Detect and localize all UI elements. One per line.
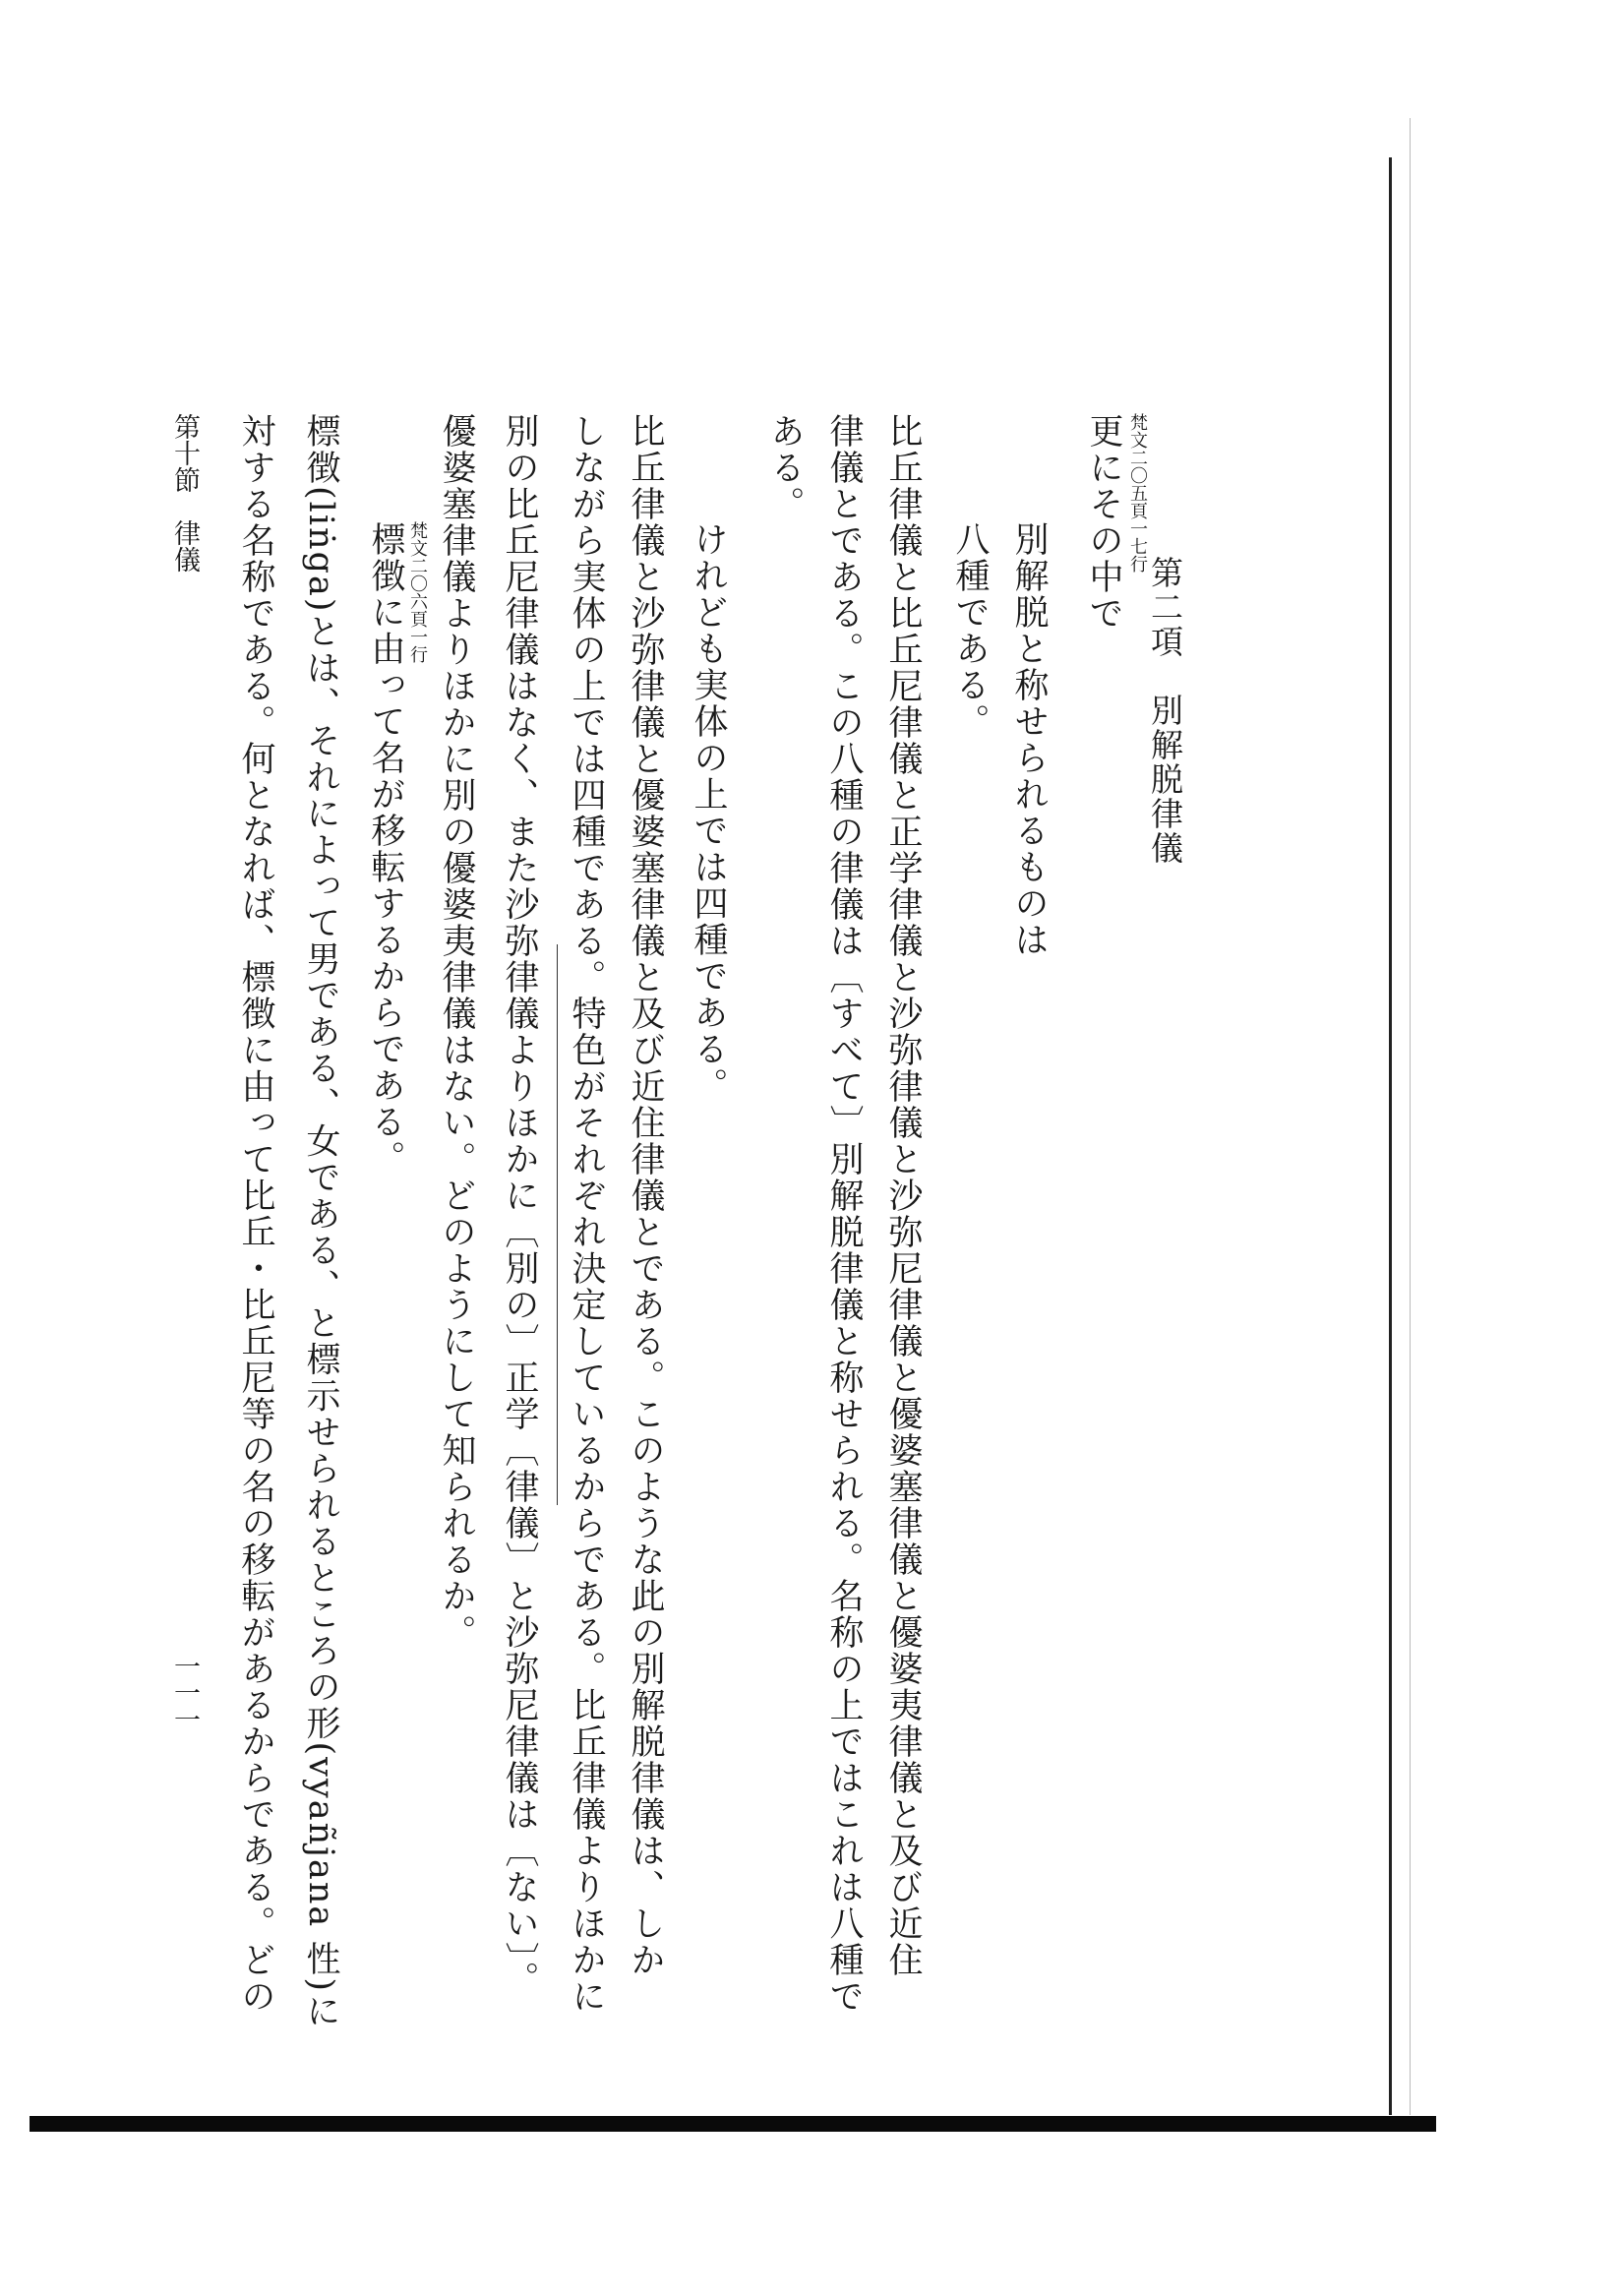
- verse-3-line-1: 標徴に由って名が移転するからである。: [366, 521, 405, 1177]
- emphasis-sideline: [557, 944, 558, 1505]
- commentary-1-line-2: 律儀とである。この八種の律儀は〔すべて〕別解脱律儀と称せられる。名称の上ではこれは八種で: [824, 413, 864, 2015]
- page-edge-shadow: [1410, 118, 1411, 2115]
- commentary-2-line-4: 優婆塞律儀よりほかに別の優婆夷律儀はない。どのようにして知られるか。: [437, 413, 476, 1651]
- commentary-2-line-2: しながら実体の上では四種である。特色がそれぞれ決定しているからである。比丘律儀よりほかに: [567, 413, 606, 2015]
- page-edge-line: [1389, 157, 1392, 2115]
- scan-bottom-bar: [30, 2116, 1436, 2132]
- verse-1-line-1: 別解脱と称せられるものは: [1009, 521, 1049, 958]
- section-intro: 更にその中で: [1084, 413, 1123, 632]
- verse-2-line-1: けれども実体の上では四種である。: [689, 521, 728, 1104]
- sanskrit-page-note: 梵文二〇五頁一七行: [1127, 413, 1148, 573]
- commentary-3-line-1: 標徴(liṅga)とは、それによって男である、女である、と標示せられるところの形(vyañjana 性)に: [301, 413, 340, 2030]
- running-footer-chapter: 第十節 律儀: [169, 413, 200, 573]
- section-heading: 第二項 別解脱律儀: [1146, 556, 1184, 866]
- sanskrit-page-note-2: 梵文二〇六頁一行: [407, 521, 428, 663]
- verse-1-line-2: 八種である。: [950, 521, 990, 740]
- commentary-2-line-1: 比丘律儀と沙弥律儀と優婆塞律儀と及び近住律儀とである。このような此の別解脱律儀は、しか: [626, 413, 665, 1978]
- commentary-1-line-1: 比丘律儀と比丘尼律儀と正学律儀と沙弥律儀と沙弥尼律儀と優婆塞律儀と優婆夷律儀と及び近住: [883, 413, 923, 1978]
- commentary-3-line-2: 対する名称である。何となれば、標徴に由って比丘・比丘尼等の名の移転があるからである。どの: [236, 413, 275, 2015]
- commentary-2-line-3: 別の比丘尼律儀はなく、また沙弥律儀よりほかに〔別の〕正学〔律儀〕と沙弥尼律儀は〔ない〕。: [500, 413, 539, 1998]
- commentary-1-line-3: ある。: [765, 413, 805, 522]
- page-number: 一一一: [169, 1653, 200, 1732]
